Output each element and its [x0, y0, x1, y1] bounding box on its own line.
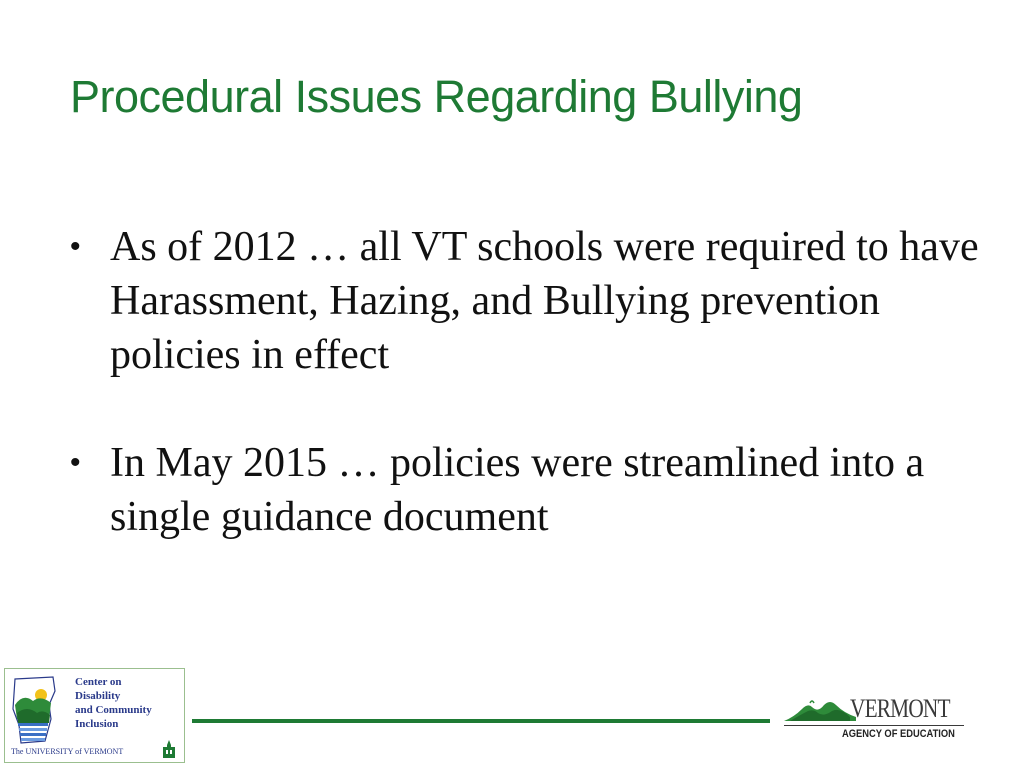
cdci-name [75, 675, 185, 731]
bullet-marker: • [70, 230, 81, 263]
bullet-text: As of 2012 … all VT schools were required to have Harassment, Hazing, and Bullying prevention policies in effect [110, 224, 979, 378]
cdci-line: Disability [75, 690, 121, 702]
bullet-item [70, 220, 990, 382]
vermont-map-icon [9, 675, 69, 745]
cdci-line: and Community [75, 704, 152, 716]
uvm-wordmark: The UNIVERSITY of VERMONT [11, 747, 124, 756]
mountain-icon [784, 695, 856, 723]
agency-wordmark: AGENCY OF EDUCATION [842, 728, 955, 740]
cdci-line: Center on [75, 676, 122, 688]
bullet-item [70, 436, 990, 544]
cdci-logo [4, 668, 185, 763]
uvm-building-icon [160, 739, 178, 759]
bullet-marker: • [70, 446, 81, 479]
cdci-line: Inclusion [75, 718, 119, 730]
vermont-aoe-logo [784, 693, 968, 745]
vt-logo-rule [784, 725, 964, 726]
slide-title: Procedural Issues Regarding Bullying [70, 71, 803, 122]
vermont-wordmark: VERMONT [850, 694, 950, 723]
footer-divider [192, 719, 770, 723]
bullet-text: In May 2015 … policies were streamlined into a single guidance document [110, 440, 925, 540]
bullet-list [70, 220, 990, 598]
